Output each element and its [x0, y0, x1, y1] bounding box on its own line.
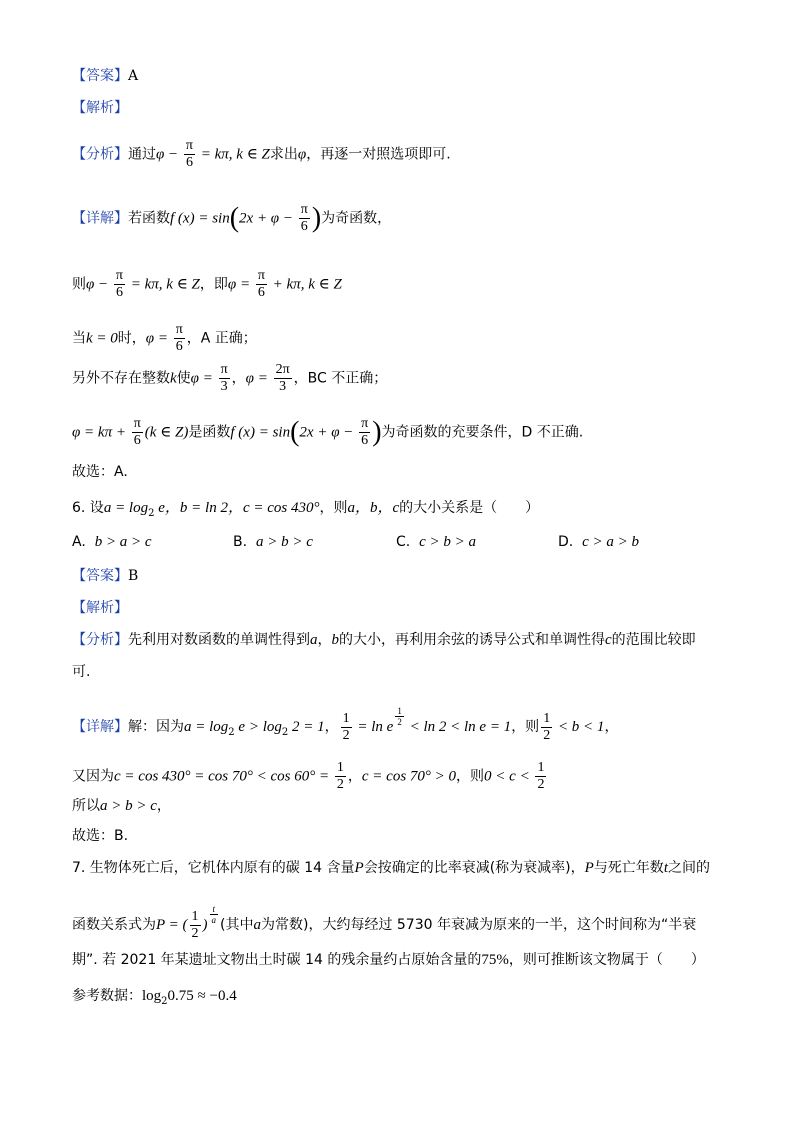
sub: 2: [161, 995, 168, 1007]
math: ，b = ln 2: [164, 500, 228, 516]
label: A.: [72, 534, 86, 550]
q7-line1: [72, 858, 710, 878]
math: + kπ, k ∈ Z: [268, 276, 342, 293]
math: φ −: [86, 276, 112, 293]
q6-option-d: [558, 534, 639, 551]
text: ，则可推断该文物属于（ ）: [508, 952, 705, 968]
num: π: [300, 202, 308, 217]
q6-option-a: [72, 534, 152, 551]
den: 6: [300, 219, 308, 234]
text: 的大小，再利用余弦的诱导公式和单调性得: [339, 632, 605, 648]
analysis-tag: 【解析】: [72, 100, 128, 116]
q5-xiangjie-line1: 【详解】若函数f (x) = sin(2x + φ − $\frac{\pi}{6}$ )为奇函数，: [72, 202, 392, 234]
math: b > a > c: [94, 534, 152, 550]
num: 1: [336, 760, 344, 775]
q6-answer-line: [72, 566, 138, 586]
text: 为常数)，大约每经过 5730 年衰减为原来的一半，这个时间称为“半衰: [260, 917, 697, 933]
math: ，c = cos 430°: [227, 500, 320, 516]
text: 所以: [72, 798, 100, 814]
math: e > log: [234, 719, 282, 735]
math: f (x) = sin: [230, 424, 291, 441]
math: 2x + φ −: [239, 210, 297, 227]
text: 与死亡年数: [593, 860, 664, 876]
den: 3: [220, 379, 228, 394]
text: 期”. 若 2021 年某遗址文物出土时碳 14 的残余量约占原始含量的: [72, 952, 482, 968]
num: 1: [342, 710, 350, 726]
math: ): [202, 917, 208, 933]
text: ，BC 不正确；: [293, 370, 388, 387]
text: 为奇函数的充要条件，D 不正确.: [381, 424, 584, 441]
text: 另外不存在整数: [72, 370, 170, 387]
num: π: [185, 138, 193, 153]
math: P: [584, 860, 594, 876]
math: c > b > a: [419, 534, 477, 550]
math: P: [354, 860, 364, 876]
q5-choose: 故选：A.: [72, 464, 128, 480]
q5-line4: [72, 362, 387, 395]
text: (其中: [220, 917, 254, 933]
q6-answer-value: B: [128, 568, 139, 584]
math: a: [310, 632, 318, 648]
math: t: [663, 860, 668, 876]
math: k: [170, 370, 177, 387]
math: a = log: [103, 500, 149, 516]
math: 2x + φ −: [299, 424, 358, 441]
sub: 2: [281, 726, 289, 738]
q6-analysis-line: [72, 598, 128, 618]
text: ，则: [511, 719, 540, 735]
num: π: [133, 416, 141, 431]
den: 6: [133, 433, 141, 448]
xiangjie-tag: 【详解】: [72, 210, 128, 227]
math: 2 = 1: [288, 719, 325, 735]
math: φ = kπ +: [72, 424, 130, 441]
fraction: [299, 202, 310, 235]
text: 7. 生物体死亡后，它机体内原有的碳 14 含量: [72, 860, 355, 876]
math: = kπ, k ∈ Z: [197, 146, 270, 163]
math: φ =: [245, 370, 272, 387]
math: < ln 2 < ln e = 1: [405, 719, 512, 735]
math: c > a > b: [582, 534, 640, 550]
math: a = log: [184, 719, 229, 735]
text: 求出: [269, 146, 298, 163]
den: a: [211, 915, 217, 925]
num: 2π: [275, 362, 290, 377]
sub: 2: [228, 726, 235, 738]
math: = kπ, k ∈ Z: [127, 276, 200, 293]
text: 又因为: [72, 768, 114, 785]
text: 解：因为: [128, 719, 184, 735]
math: 75%: [481, 952, 509, 968]
text: 会按确定的比率衰减(称为衰减率)，: [363, 860, 585, 876]
math: a: [253, 917, 261, 933]
num: π: [220, 362, 228, 377]
label: D.: [558, 534, 574, 550]
text: 若函数: [128, 210, 170, 227]
den: 2: [543, 727, 551, 743]
text: ，: [347, 768, 362, 785]
analysis-tag: 【解析】: [72, 600, 128, 616]
fraction: [184, 138, 195, 171]
label: C.: [396, 534, 411, 550]
fenxi-tag: 【分析】: [72, 632, 128, 648]
text: 的范围比较即: [611, 632, 696, 648]
den: 6: [361, 433, 369, 448]
text: 当: [72, 330, 86, 347]
num: π: [175, 322, 183, 337]
text: ，: [317, 632, 332, 648]
text: 函数关系式为: [72, 917, 156, 933]
q6-xiangjie-line: [72, 706, 618, 744]
text: 通过: [128, 146, 156, 163]
text: ，: [604, 719, 619, 735]
den: 2: [336, 777, 344, 792]
text: ，则: [319, 500, 348, 516]
text: 先利用对数函数的单调性得到: [128, 632, 310, 648]
den: 2: [191, 925, 199, 941]
math: c = cos 70° > 0: [361, 768, 457, 785]
math: (k ∈ Z): [144, 424, 189, 441]
sub: 2: [148, 507, 155, 519]
text: 时，: [117, 330, 146, 347]
text: ，: [324, 719, 339, 735]
den: 2: [397, 717, 402, 727]
math: 0.75 ≈ −0.4: [167, 988, 237, 1004]
text: 是函数: [188, 424, 231, 441]
text: ，则: [456, 768, 485, 785]
math: f (x) = sin: [170, 210, 230, 227]
text: 6. 设: [72, 500, 104, 516]
math: a > b > c: [255, 534, 313, 550]
math: a > b > c: [100, 798, 157, 814]
text: ，A 正确；: [186, 330, 257, 347]
den: 3: [279, 379, 287, 394]
math: c = cos 430° = cos 70° < cos 60° =: [114, 768, 333, 785]
num: π: [257, 268, 265, 283]
text: ，即: [199, 276, 228, 293]
q6-line2: [72, 760, 548, 793]
q7-line3: [72, 950, 705, 970]
text: 为奇函数，: [321, 210, 392, 227]
num: 1: [537, 760, 545, 775]
q6-line3: [72, 796, 171, 816]
text: 之间的: [667, 860, 710, 876]
num: π: [115, 268, 123, 283]
label: B.: [233, 534, 248, 550]
num: π: [361, 416, 369, 431]
den: 6: [175, 339, 183, 354]
q6-option-c: [396, 534, 476, 551]
math: P = (: [156, 917, 188, 933]
math: log: [142, 988, 162, 1004]
text: 参考数据：: [72, 988, 142, 1004]
q5-line2: [72, 268, 342, 301]
q5-fenxi-line: 【分析】通过φ − $\frac{\pi}{6}$ = kπ, k ∈ Z求出φ，再逐一对照选项即可.: [72, 138, 451, 170]
q7-line4: [72, 986, 237, 1012]
q6-fenxi-line: [72, 630, 696, 650]
q5-answer-value: A: [128, 68, 139, 84]
math: < b < 1: [554, 719, 605, 735]
math: φ =: [145, 330, 172, 347]
q5-line3: [72, 322, 257, 355]
math: φ =: [227, 276, 254, 293]
math: k = 0: [86, 330, 118, 347]
q5-answer-line: [72, 66, 138, 86]
math: φ =: [190, 370, 217, 387]
math: = ln e: [353, 719, 394, 735]
text: ，: [156, 798, 171, 814]
num: t: [210, 904, 219, 915]
text: 使: [176, 370, 191, 387]
q6-stem: [72, 498, 539, 524]
den: 6: [115, 285, 123, 300]
num: 1: [543, 710, 551, 726]
text: ，: [231, 370, 246, 387]
math: e: [154, 500, 165, 516]
math: a，b，c: [347, 500, 400, 516]
answer-tag: 【答案】: [72, 68, 128, 84]
q6-choose: 故选：B.: [72, 828, 129, 844]
math: φ −: [156, 146, 182, 163]
q6-fenxi-cont: 可.: [72, 664, 91, 680]
q5-line5: φ = kπ + $\frac{\pi}{6}$ (k ∈ Z)是函数f (x) = sin(2x + φ − $\frac{\pi}{6}$ )为奇函数的充要条件，D 不正确.: [72, 416, 584, 448]
answer-tag: 【答案】: [72, 568, 128, 584]
fenxi-tag: 【分析】: [72, 146, 128, 163]
den: 6: [185, 155, 193, 170]
q5-analysis-line: [72, 98, 128, 118]
den: 2: [342, 727, 350, 743]
num: 1: [397, 706, 402, 716]
text: 则: [72, 276, 86, 293]
text: ，再逐一对照选项即可.: [306, 146, 451, 163]
den: 6: [257, 285, 265, 300]
den: 2: [537, 777, 545, 792]
num: 1: [191, 908, 199, 924]
text: 的大小关系是（ ）: [399, 500, 540, 516]
xiangjie-tag: 【详解】: [72, 719, 128, 735]
math: c: [605, 632, 612, 648]
q7-line2: [72, 904, 696, 942]
math: 0 < c <: [484, 768, 534, 785]
math: b: [331, 632, 339, 648]
q6-option-b: [233, 534, 313, 551]
